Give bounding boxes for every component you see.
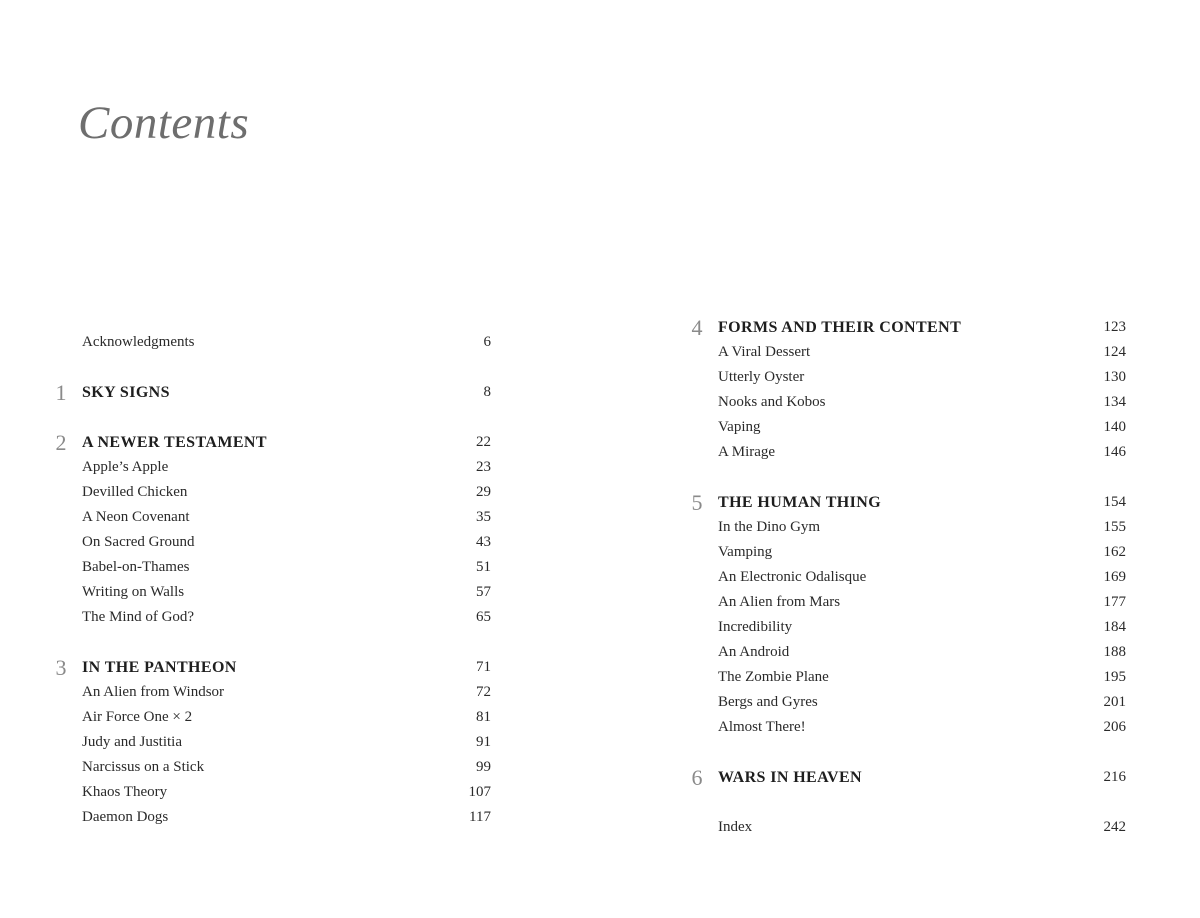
entry-label: An Electronic Odalisque	[718, 569, 867, 585]
entry-page-number: 23	[476, 459, 491, 475]
entry-label: Apple’s Apple	[82, 459, 169, 475]
entry-label: A Neon Covenant	[82, 509, 190, 525]
entry-label: Khaos Theory	[82, 784, 168, 800]
toc-entry[interactable]	[718, 415, 1126, 440]
toc-entry[interactable]	[82, 705, 491, 730]
entry-label: An Android	[718, 644, 790, 660]
chapter-number: 5	[691, 490, 703, 515]
toc-entry[interactable]	[718, 665, 1126, 690]
chapter-number: 4	[691, 315, 703, 340]
entry-page-number: 65	[476, 609, 491, 625]
entry-label: The Zombie Plane	[718, 669, 829, 685]
entry-page-number: 177	[1103, 594, 1126, 610]
entry-page-number: 146	[1103, 444, 1126, 460]
toc-right-column	[691, 315, 1126, 840]
entry-label: A Viral Dessert	[718, 344, 811, 360]
toc-entry[interactable]	[718, 515, 1126, 540]
chapter-title: SKY SIGNS	[82, 384, 170, 401]
entry-page-number: 155	[1103, 519, 1126, 535]
chapter-heading-2[interactable]	[55, 430, 491, 455]
chapter-heading-3[interactable]	[55, 655, 491, 680]
chapter-number: 3	[55, 655, 67, 680]
entry-label: Narcissus on a Stick	[82, 759, 205, 775]
toc-entry[interactable]	[718, 365, 1126, 390]
toc-entry[interactable]	[82, 805, 491, 830]
toc-entry[interactable]	[718, 640, 1126, 665]
chapter-heading-6[interactable]	[691, 765, 1126, 790]
entry-label: Utterly Oyster	[718, 369, 805, 385]
chapter-page-number: 71	[476, 659, 491, 675]
toc-entry[interactable]	[718, 565, 1126, 590]
entry-page-number: 107	[468, 784, 491, 800]
chapter-title: THE HUMAN THING	[718, 494, 882, 511]
chapter-number: 2	[55, 430, 67, 455]
entry-label: In the Dino Gym	[718, 519, 821, 535]
chapter-page-number: 154	[1103, 494, 1126, 510]
entry-label: Almost There!	[718, 719, 806, 735]
chapter-page-number: 22	[476, 434, 491, 450]
entry-page-number: 91	[476, 734, 491, 750]
entry-label: Nooks and Kobos	[718, 394, 826, 410]
entry-page-number: 35	[476, 509, 491, 525]
toc-entry[interactable]	[718, 715, 1126, 740]
toc-entry[interactable]	[82, 605, 491, 630]
toc-entry-index[interactable]	[718, 815, 1126, 840]
entry-label: Judy and Justitia	[82, 734, 182, 750]
entry-label: Bergs and Gyres	[718, 694, 818, 710]
entry-page-number: 184	[1103, 619, 1126, 635]
entry-label: Index	[718, 819, 753, 835]
chapter-title: A NEWER TESTAMENT	[82, 434, 267, 451]
entry-page-number: 134	[1103, 394, 1126, 410]
chapter-page-number: 8	[483, 384, 491, 400]
toc-entry[interactable]	[82, 780, 491, 805]
entry-page-number: 124	[1103, 344, 1126, 360]
entry-page-number: 117	[469, 809, 491, 825]
entry-label: Daemon Dogs	[82, 809, 169, 825]
toc-entry[interactable]	[718, 615, 1126, 640]
toc-entry[interactable]	[718, 690, 1126, 715]
toc-entry[interactable]	[82, 455, 491, 480]
toc-entry[interactable]	[82, 580, 491, 605]
toc-entry[interactable]	[718, 440, 1126, 465]
toc-entry[interactable]	[82, 505, 491, 530]
entry-label: Vaping	[718, 419, 761, 435]
toc-entry[interactable]	[82, 555, 491, 580]
page-title: Contents	[78, 97, 250, 149]
toc-entry[interactable]	[718, 390, 1126, 415]
entry-page-number: 57	[476, 584, 491, 600]
toc-entry[interactable]	[718, 590, 1126, 615]
entry-label: Babel-on-Thames	[82, 559, 190, 575]
chapter-heading-5[interactable]	[691, 490, 1126, 515]
chapter-page-number: 216	[1103, 769, 1126, 785]
entry-page-number: 140	[1103, 419, 1126, 435]
toc-entry[interactable]	[82, 680, 491, 705]
entry-page-number: 99	[476, 759, 491, 775]
chapter-page-number: 123	[1103, 319, 1126, 335]
entry-label: Air Force One × 2	[82, 709, 193, 725]
entry-label: Vamping	[718, 544, 773, 560]
chapter-title: IN THE PANTHEON	[82, 659, 237, 676]
toc-entry-acknowledgments[interactable]	[82, 330, 491, 355]
toc-entry[interactable]	[82, 730, 491, 755]
entry-page-number: 43	[476, 534, 491, 550]
entry-label: Acknowledgments	[82, 334, 195, 350]
entry-page-number: 72	[476, 684, 491, 700]
entry-page-number: 130	[1103, 369, 1126, 385]
toc-left-column	[55, 330, 491, 830]
entry-label: Incredibility	[718, 619, 793, 635]
entry-page-number: 162	[1103, 544, 1126, 560]
chapter-number: 1	[55, 380, 67, 405]
toc-entry[interactable]	[718, 540, 1126, 565]
entry-label: An Alien from Mars	[718, 594, 841, 610]
entry-label: On Sacred Ground	[82, 534, 195, 550]
chapter-number: 6	[691, 765, 703, 790]
entry-label: Writing on Walls	[82, 584, 185, 600]
toc-entry[interactable]	[718, 340, 1126, 365]
entry-label: The Mind of God?	[82, 609, 195, 625]
entry-page-number: 51	[476, 559, 491, 575]
chapter-heading-1[interactable]	[55, 380, 491, 405]
entry-page-number: 206	[1103, 719, 1126, 735]
entry-page-number: 195	[1103, 669, 1126, 685]
entry-page-number: 169	[1103, 569, 1126, 585]
entry-page-number: 81	[476, 709, 491, 725]
chapter-title: WARS IN HEAVEN	[718, 769, 863, 786]
entry-page-number: 6	[483, 334, 491, 350]
entry-page-number: 29	[476, 484, 491, 500]
chapter-heading-4[interactable]	[691, 315, 1126, 340]
entry-page-number: 201	[1103, 694, 1126, 710]
entry-page-number: 242	[1103, 819, 1126, 835]
toc-entry[interactable]	[82, 530, 491, 555]
entry-label: An Alien from Windsor	[82, 684, 225, 700]
entry-page-number: 188	[1103, 644, 1126, 660]
toc-entry[interactable]	[82, 480, 491, 505]
entry-label: Devilled Chicken	[82, 484, 188, 500]
toc-entry[interactable]	[82, 755, 491, 780]
entry-label: A Mirage	[718, 444, 776, 460]
chapter-title: FORMS AND THEIR CONTENT	[718, 319, 962, 336]
